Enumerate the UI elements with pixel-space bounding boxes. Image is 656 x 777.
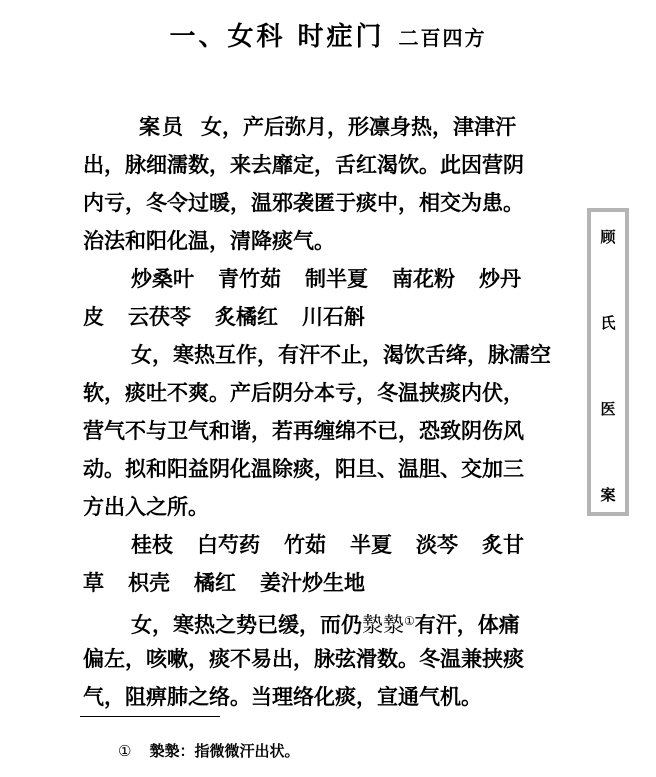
case-line: 女，寒热互作，有汗不止，渴饮舌绛，脉濡空	[131, 342, 551, 367]
case-line: 女，寒热之势已缓，而仍漐漐①有汗，体痛	[131, 612, 520, 637]
footnote	[118, 740, 299, 762]
case-line: 治法和阳化温，清降痰气。	[83, 228, 335, 253]
herb: 枳壳	[128, 570, 170, 595]
herb: 草	[83, 570, 104, 595]
herb: 炙橘红	[215, 304, 278, 329]
herb: 姜汁炒生地	[260, 570, 365, 595]
side-tab-char: 医	[600, 400, 616, 418]
herb: 川石斛	[302, 304, 365, 329]
case-line: 动。拟和阳益阴化温除痰，阳旦、温胆、交加三	[83, 456, 524, 481]
herb: 炒丹	[479, 266, 521, 291]
footnote-ref: ①	[404, 614, 415, 628]
case-label: 案员	[139, 114, 185, 139]
herb: 淡芩	[416, 532, 458, 557]
prescription-line	[83, 298, 575, 336]
case-line: 气，阻痹肺之络。当理络化痰，宣通气机。	[83, 684, 482, 709]
case-line: 方出入之所。	[83, 494, 209, 519]
side-tab-book-title	[587, 208, 629, 516]
footnote-mark: ①	[118, 742, 132, 760]
herb: 桂枝	[131, 532, 173, 557]
herb: 云茯苓	[128, 304, 191, 329]
prescription-line	[83, 526, 623, 564]
herb: 制半夏	[305, 266, 368, 291]
side-tab-char: 案	[600, 486, 616, 504]
herb: 白芍药	[197, 532, 260, 557]
footnote-text: 漐漐：指微微汗出状。	[149, 742, 300, 760]
section-title-text: 一、女科 时症门	[169, 22, 385, 52]
herb: 橘红	[194, 570, 236, 595]
rare-term: 漐漐	[362, 613, 404, 637]
herb: 竹茹	[284, 532, 326, 557]
herb: 青竹茹	[218, 266, 281, 291]
case-line: 偏左，咳嗽，痰不易出，脉弦滑数。冬温兼挟痰	[83, 646, 524, 671]
herb: 皮	[83, 304, 104, 329]
case-line: 内亏，冬令过暖，温邪袭匿于痰中，相交为患。	[83, 190, 524, 215]
side-tab-char: 氏	[600, 314, 616, 332]
case-line: 出，脉细濡数，来去靡定，舌红渴饮。此因营阴	[83, 152, 524, 177]
prescription-line	[83, 260, 623, 298]
side-tab-char: 顾	[600, 228, 616, 246]
herb: 炙甘	[482, 532, 524, 557]
prescription-count: 二百四方	[398, 26, 487, 50]
herb: 南花粉	[392, 266, 455, 291]
herb: 半夏	[350, 532, 392, 557]
case-line: 营气不与卫气和谐，若再缠绵不已，恐致阴伤风	[83, 418, 524, 443]
footnote-divider	[80, 716, 220, 717]
prescription-line	[83, 564, 575, 602]
section-title	[0, 20, 656, 55]
herb: 炒桑叶	[131, 266, 194, 291]
case-line: 案员 女，产后弥月，形凛身热，津津汗	[139, 114, 516, 139]
case-line: 软，痰吐不爽。产后阴分本亏，冬温挟痰内伏，	[83, 380, 524, 405]
